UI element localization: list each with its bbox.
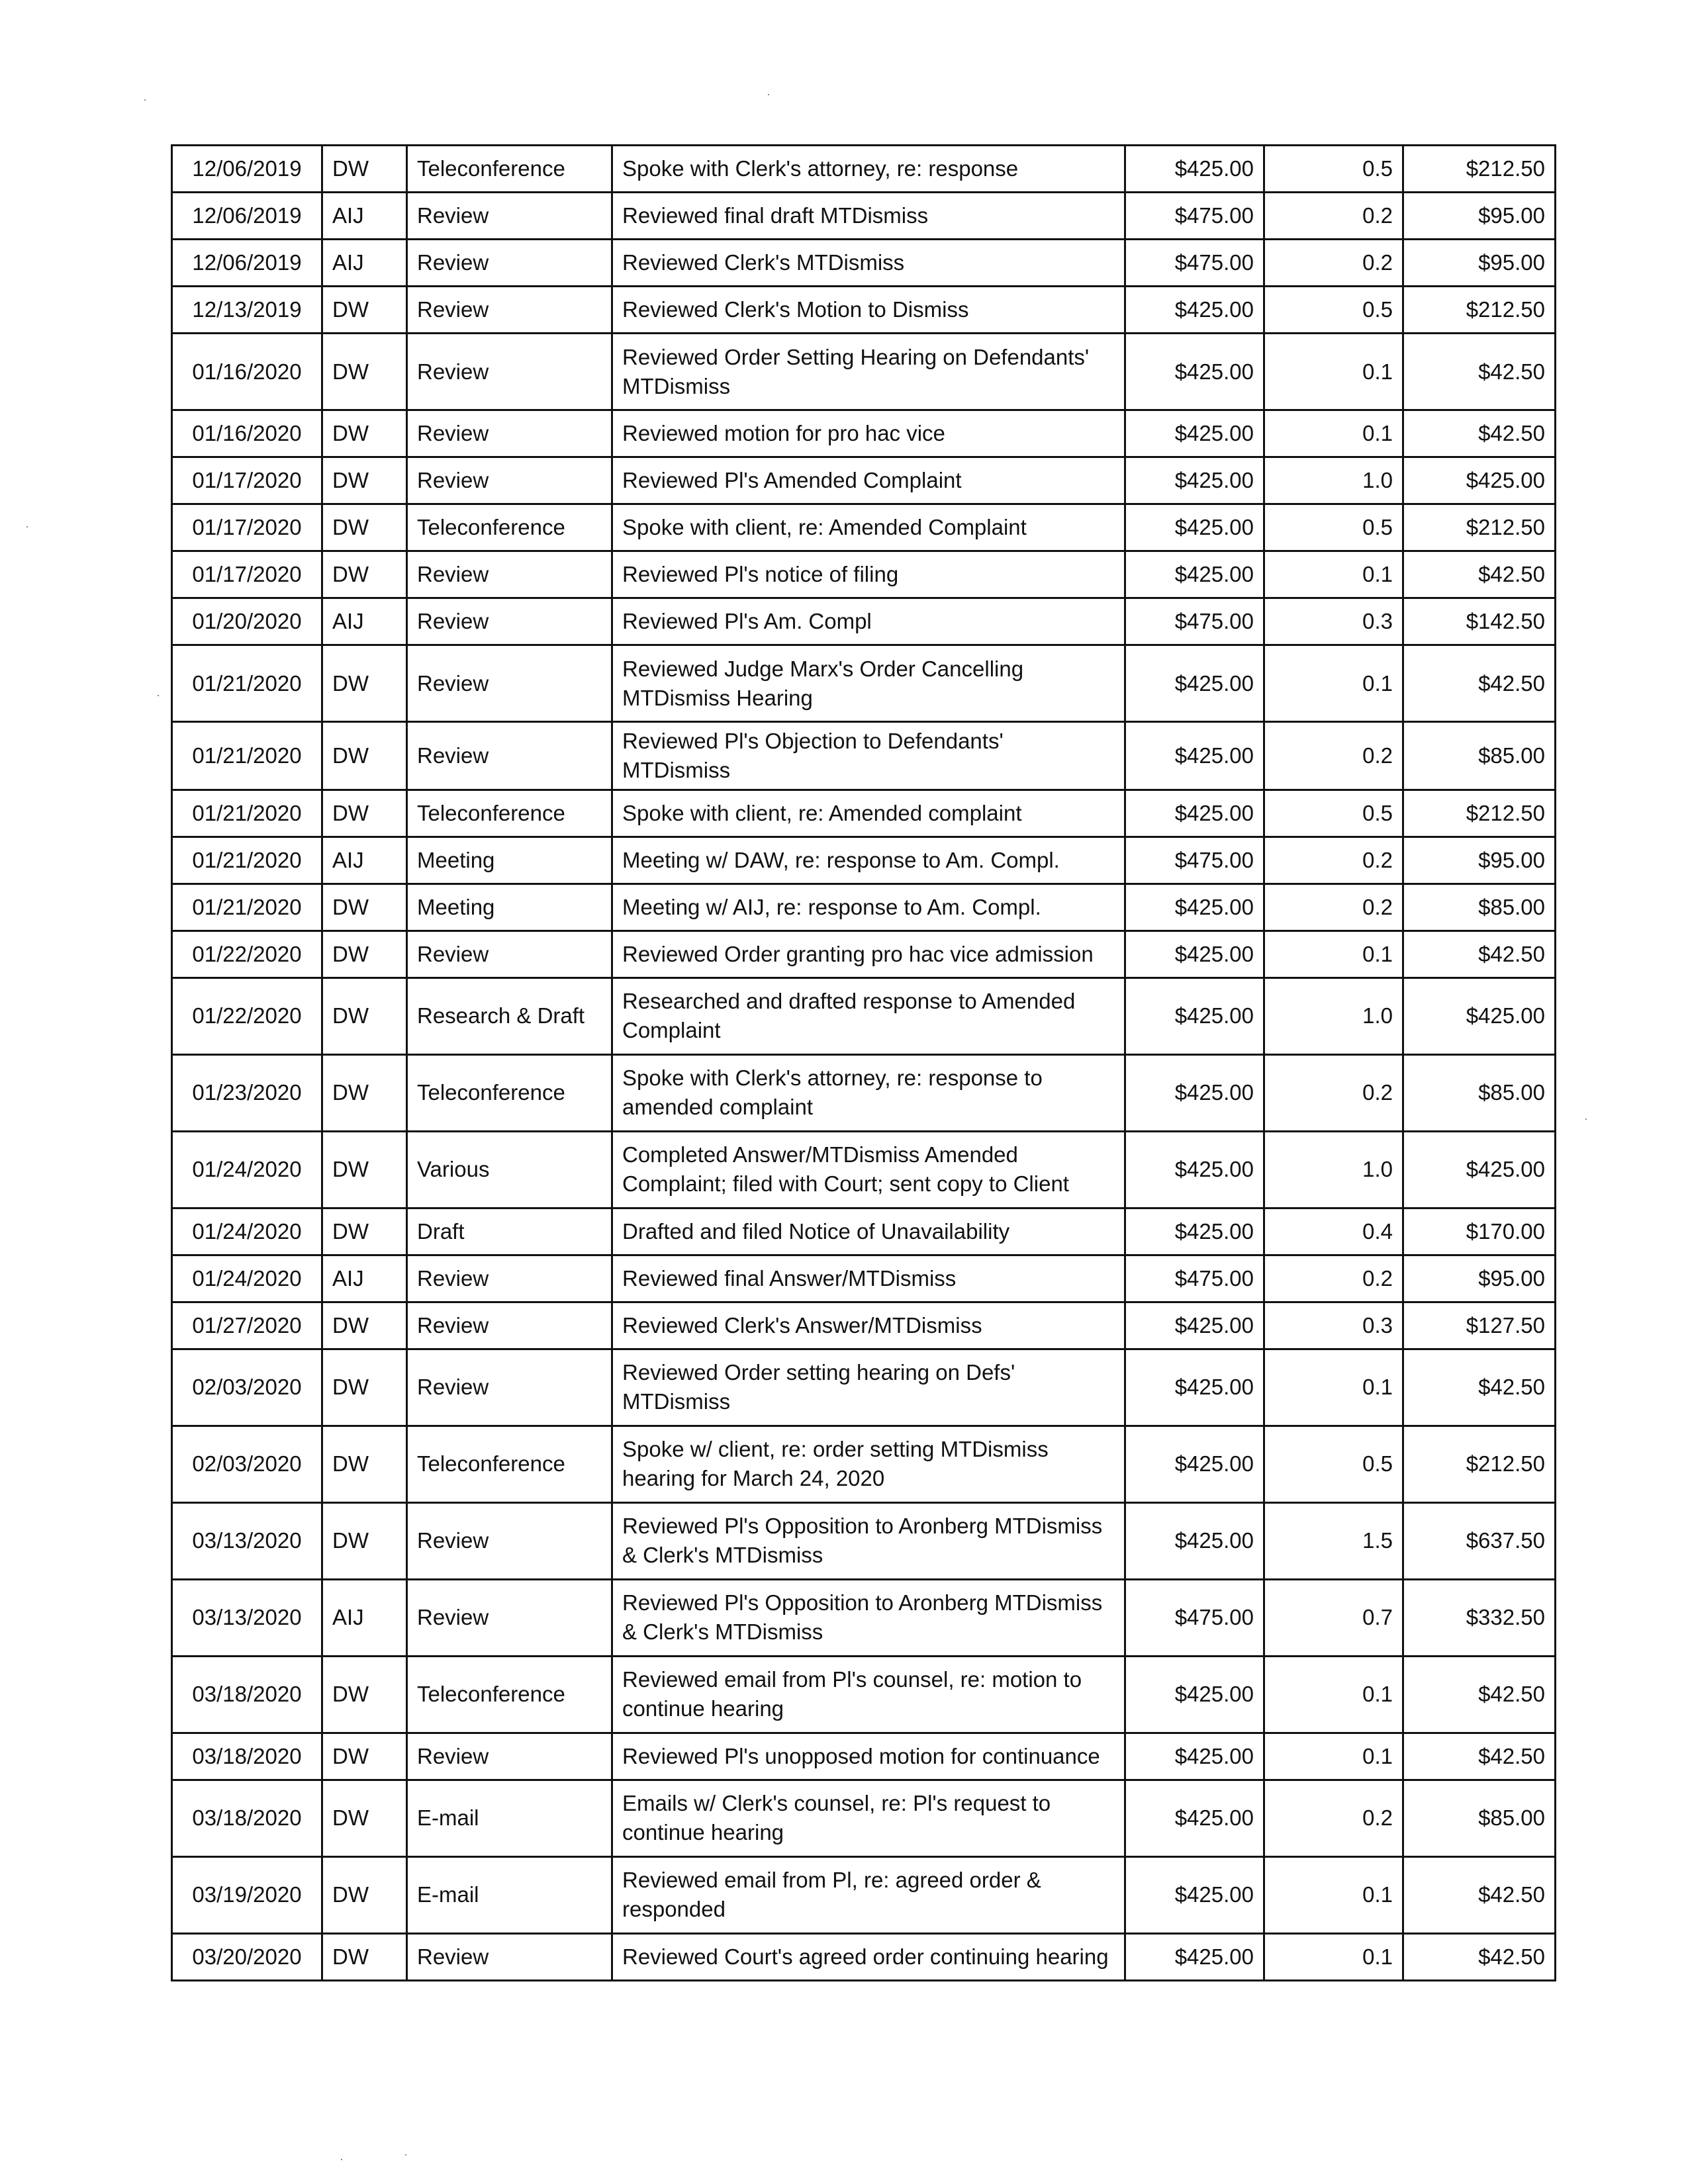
entry-date: 01/17/2020 [172, 504, 322, 551]
timekeeper: DW [322, 790, 407, 837]
hours: 0.1 [1264, 1933, 1403, 1980]
hours: 0.3 [1264, 1302, 1403, 1349]
table-row [172, 1131, 1556, 1208]
timekeeper: DW [322, 1349, 407, 1426]
billing-entries-body [172, 146, 1556, 1981]
timekeeper: DW [322, 334, 407, 410]
hourly-rate: $425.00 [1125, 978, 1264, 1054]
entry-description: Reviewed final draft MTDismiss [612, 193, 1125, 240]
timekeeper: DW [322, 1208, 407, 1255]
scan-speck [158, 695, 159, 696]
activity-type: Review [407, 334, 612, 410]
timekeeper: DW [322, 1733, 407, 1780]
timekeeper: DW [322, 884, 407, 931]
amount: $85.00 [1403, 884, 1556, 931]
hourly-rate: $425.00 [1125, 1426, 1264, 1502]
hours: 0.1 [1264, 931, 1403, 978]
entry-description: Reviewed Pl's notice of filing [612, 551, 1125, 598]
hours: 0.2 [1264, 240, 1403, 287]
entry-date: 01/21/2020 [172, 837, 322, 884]
activity-type: Review [407, 931, 612, 978]
hours: 0.5 [1264, 1426, 1403, 1502]
table-row [172, 1502, 1556, 1579]
hours: 0.1 [1264, 410, 1403, 457]
entry-description: Reviewed Order Setting Hearing on Defendants' MTDismiss [612, 334, 1125, 410]
hours: 0.5 [1264, 504, 1403, 551]
amount: $42.50 [1403, 334, 1556, 410]
entry-date: 12/13/2019 [172, 287, 322, 334]
timekeeper: DW [322, 551, 407, 598]
entry-date: 01/27/2020 [172, 1302, 322, 1349]
hourly-rate: $425.00 [1125, 410, 1264, 457]
entry-date: 03/13/2020 [172, 1502, 322, 1579]
table-row [172, 1579, 1556, 1656]
amount: $42.50 [1403, 1733, 1556, 1780]
table-row [172, 931, 1556, 978]
table-row [172, 1656, 1556, 1733]
amount: $42.50 [1403, 551, 1556, 598]
entry-date: 12/06/2019 [172, 240, 322, 287]
entry-description: Reviewed Order setting hearing on Defs' MTDismiss [612, 1349, 1125, 1426]
hourly-rate: $425.00 [1125, 504, 1264, 551]
entry-description: Spoke w/ client, re: order setting MTDismiss hearing for March 24, 2020 [612, 1426, 1125, 1502]
amount: $212.50 [1403, 146, 1556, 193]
amount: $42.50 [1403, 1349, 1556, 1426]
entry-description: Reviewed Court's agreed order continuing hearing [612, 1933, 1125, 1980]
entry-description: Spoke with Clerk's attorney, re: response [612, 146, 1125, 193]
activity-type: Teleconference [407, 1656, 612, 1733]
table-row [172, 240, 1556, 287]
hourly-rate: $425.00 [1125, 722, 1264, 790]
hourly-rate: $425.00 [1125, 884, 1264, 931]
hours: 0.2 [1264, 1255, 1403, 1302]
table-row [172, 504, 1556, 551]
hourly-rate: $425.00 [1125, 790, 1264, 837]
activity-type: Teleconference [407, 1054, 612, 1131]
timekeeper: DW [322, 645, 407, 722]
scan-speck [341, 2159, 342, 2160]
entry-date: 03/19/2020 [172, 1856, 322, 1933]
entry-description: Reviewed Order granting pro hac vice admission [612, 931, 1125, 978]
hours: 0.5 [1264, 146, 1403, 193]
entry-date: 01/16/2020 [172, 410, 322, 457]
hourly-rate: $425.00 [1125, 1054, 1264, 1131]
amount: $42.50 [1403, 645, 1556, 722]
activity-type: Review [407, 193, 612, 240]
table-row [172, 722, 1556, 790]
entry-date: 02/03/2020 [172, 1426, 322, 1502]
timekeeper: DW [322, 931, 407, 978]
amount: $637.50 [1403, 1502, 1556, 1579]
hourly-rate: $425.00 [1125, 1656, 1264, 1733]
amount: $425.00 [1403, 1131, 1556, 1208]
hours: 0.1 [1264, 1656, 1403, 1733]
amount: $42.50 [1403, 1856, 1556, 1933]
hours: 0.2 [1264, 884, 1403, 931]
entry-description: Reviewed Pl's Opposition to Aronberg MTDismiss & Clerk's MTDismiss [612, 1579, 1125, 1656]
timekeeper: DW [322, 457, 407, 504]
activity-type: Teleconference [407, 790, 612, 837]
hours: 0.1 [1264, 334, 1403, 410]
amount: $425.00 [1403, 978, 1556, 1054]
entry-description: Reviewed Clerk's Answer/MTDismiss [612, 1302, 1125, 1349]
entry-description: Reviewed final Answer/MTDismiss [612, 1255, 1125, 1302]
entry-date: 01/21/2020 [172, 884, 322, 931]
table-row [172, 1426, 1556, 1502]
amount: $42.50 [1403, 931, 1556, 978]
table-row [172, 837, 1556, 884]
hours: 0.3 [1264, 598, 1403, 645]
activity-type: E-mail [407, 1780, 612, 1856]
activity-type: Review [407, 551, 612, 598]
entry-date: 01/21/2020 [172, 645, 322, 722]
hourly-rate: $475.00 [1125, 837, 1264, 884]
entry-date: 01/23/2020 [172, 1054, 322, 1131]
entry-date: 01/20/2020 [172, 598, 322, 645]
timekeeper: AIJ [322, 598, 407, 645]
activity-type: Review [407, 410, 612, 457]
table-row [172, 1933, 1556, 1980]
table-row [172, 598, 1556, 645]
entry-description: Completed Answer/MTDismiss Amended Complaint; filed with Court; sent copy to Client [612, 1131, 1125, 1208]
timekeeper: DW [322, 146, 407, 193]
timekeeper: DW [322, 978, 407, 1054]
hourly-rate: $425.00 [1125, 1733, 1264, 1780]
hours: 1.0 [1264, 1131, 1403, 1208]
hours: 0.2 [1264, 1780, 1403, 1856]
hourly-rate: $425.00 [1125, 551, 1264, 598]
billing-entries-table [171, 144, 1556, 1981]
entry-date: 01/16/2020 [172, 334, 322, 410]
timekeeper: AIJ [322, 1255, 407, 1302]
timekeeper: DW [322, 1856, 407, 1933]
timekeeper: DW [322, 1502, 407, 1579]
hours: 0.2 [1264, 722, 1403, 790]
amount: $42.50 [1403, 1933, 1556, 1980]
table-row [172, 1780, 1556, 1856]
activity-type: Review [407, 1349, 612, 1426]
activity-type: Meeting [407, 884, 612, 931]
entry-date: 02/03/2020 [172, 1349, 322, 1426]
entry-description: Spoke with client, re: Amended Complaint [612, 504, 1125, 551]
hours: 0.1 [1264, 551, 1403, 598]
amount: $212.50 [1403, 790, 1556, 837]
amount: $212.50 [1403, 504, 1556, 551]
hourly-rate: $425.00 [1125, 146, 1264, 193]
entry-description: Reviewed Pl's Opposition to Aronberg MTDismiss & Clerk's MTDismiss [612, 1502, 1125, 1579]
hourly-rate: $425.00 [1125, 1131, 1264, 1208]
table-row [172, 645, 1556, 722]
table-row [172, 1255, 1556, 1302]
table-row [172, 287, 1556, 334]
table-row [172, 790, 1556, 837]
hours: 0.1 [1264, 1349, 1403, 1426]
amount: $95.00 [1403, 1255, 1556, 1302]
hourly-rate: $425.00 [1125, 1208, 1264, 1255]
timekeeper: DW [322, 722, 407, 790]
scan-speck [1585, 1118, 1587, 1120]
table-row [172, 884, 1556, 931]
activity-type: Review [407, 722, 612, 790]
amount: $170.00 [1403, 1208, 1556, 1255]
hours: 1.0 [1264, 457, 1403, 504]
scan-speck [144, 99, 146, 101]
activity-type: Review [407, 1579, 612, 1656]
amount: $95.00 [1403, 837, 1556, 884]
entry-date: 01/22/2020 [172, 978, 322, 1054]
entry-description: Reviewed Pl's unopposed motion for continuance [612, 1733, 1125, 1780]
entry-date: 03/18/2020 [172, 1780, 322, 1856]
scan-speck [768, 94, 769, 95]
hours: 1.5 [1264, 1502, 1403, 1579]
timekeeper: DW [322, 287, 407, 334]
activity-type: Review [407, 1502, 612, 1579]
hourly-rate: $425.00 [1125, 931, 1264, 978]
hourly-rate: $425.00 [1125, 1780, 1264, 1856]
entry-description: Reviewed email from Pl's counsel, re: motion to continue hearing [612, 1656, 1125, 1733]
entry-description: Reviewed Pl's Objection to Defendants' MTDismiss [612, 722, 1125, 790]
entry-date: 03/13/2020 [172, 1579, 322, 1656]
hours: 0.1 [1264, 645, 1403, 722]
table-row [172, 1733, 1556, 1780]
table-row [172, 410, 1556, 457]
hourly-rate: $475.00 [1125, 240, 1264, 287]
hours: 0.1 [1264, 1733, 1403, 1780]
entry-date: 12/06/2019 [172, 146, 322, 193]
table-row [172, 1302, 1556, 1349]
hourly-rate: $425.00 [1125, 1349, 1264, 1426]
entry-description: Reviewed Clerk's MTDismiss [612, 240, 1125, 287]
activity-type: Review [407, 457, 612, 504]
entry-description: Reviewed Pl's Am. Compl [612, 598, 1125, 645]
activity-type: E-mail [407, 1856, 612, 1933]
amount: $95.00 [1403, 193, 1556, 240]
amount: $212.50 [1403, 287, 1556, 334]
timekeeper: DW [322, 1780, 407, 1856]
entry-date: 01/17/2020 [172, 551, 322, 598]
timekeeper: AIJ [322, 240, 407, 287]
activity-type: Review [407, 287, 612, 334]
entry-date: 03/18/2020 [172, 1656, 322, 1733]
hours: 0.5 [1264, 790, 1403, 837]
amount: $85.00 [1403, 1780, 1556, 1856]
table-row [172, 334, 1556, 410]
activity-type: Review [407, 1733, 612, 1780]
activity-type: Teleconference [407, 504, 612, 551]
hourly-rate: $475.00 [1125, 1255, 1264, 1302]
table-row [172, 1208, 1556, 1255]
entry-date: 01/24/2020 [172, 1131, 322, 1208]
activity-type: Review [407, 1933, 612, 1980]
activity-type: Review [407, 1255, 612, 1302]
activity-type: Meeting [407, 837, 612, 884]
activity-type: Teleconference [407, 146, 612, 193]
entry-date: 01/22/2020 [172, 931, 322, 978]
activity-type: Review [407, 240, 612, 287]
timekeeper: AIJ [322, 837, 407, 884]
entry-description: Spoke with client, re: Amended complaint [612, 790, 1125, 837]
amount: $425.00 [1403, 457, 1556, 504]
timekeeper: DW [322, 1656, 407, 1733]
hourly-rate: $425.00 [1125, 1933, 1264, 1980]
hourly-rate: $425.00 [1125, 1302, 1264, 1349]
entry-description: Reviewed Clerk's Motion to Dismiss [612, 287, 1125, 334]
table-row [172, 193, 1556, 240]
hourly-rate: $475.00 [1125, 1579, 1264, 1656]
hourly-rate: $425.00 [1125, 1502, 1264, 1579]
entry-date: 03/18/2020 [172, 1733, 322, 1780]
hourly-rate: $475.00 [1125, 598, 1264, 645]
amount: $332.50 [1403, 1579, 1556, 1656]
table-row [172, 978, 1556, 1054]
entry-date: 01/24/2020 [172, 1208, 322, 1255]
entry-date: 01/24/2020 [172, 1255, 322, 1302]
timekeeper: DW [322, 1302, 407, 1349]
hours: 0.5 [1264, 287, 1403, 334]
hours: 0.7 [1264, 1579, 1403, 1656]
hourly-rate: $425.00 [1125, 645, 1264, 722]
scan-speck [405, 2154, 406, 2156]
timekeeper: DW [322, 1131, 407, 1208]
hours: 0.2 [1264, 193, 1403, 240]
table-row [172, 146, 1556, 193]
hours: 1.0 [1264, 978, 1403, 1054]
entry-description: Reviewed motion for pro hac vice [612, 410, 1125, 457]
entry-description: Spoke with Clerk's attorney, re: response to amended complaint [612, 1054, 1125, 1131]
amount: $127.50 [1403, 1302, 1556, 1349]
timekeeper: AIJ [322, 193, 407, 240]
table-row [172, 1054, 1556, 1131]
activity-type: Draft [407, 1208, 612, 1255]
hourly-rate: $425.00 [1125, 287, 1264, 334]
activity-type: Review [407, 1302, 612, 1349]
entry-date: 01/21/2020 [172, 790, 322, 837]
entry-description: Researched and drafted response to Amended Complaint [612, 978, 1125, 1054]
entry-date: 03/20/2020 [172, 1933, 322, 1980]
hourly-rate: $425.00 [1125, 334, 1264, 410]
hourly-rate: $425.00 [1125, 457, 1264, 504]
amount: $95.00 [1403, 240, 1556, 287]
hours: 0.2 [1264, 1054, 1403, 1131]
hourly-rate: $475.00 [1125, 193, 1264, 240]
amount: $85.00 [1403, 1054, 1556, 1131]
timekeeper: DW [322, 410, 407, 457]
activity-type: Various [407, 1131, 612, 1208]
amount: $212.50 [1403, 1426, 1556, 1502]
table-row [172, 457, 1556, 504]
entry-description: Drafted and filed Notice of Unavailability [612, 1208, 1125, 1255]
entry-description: Meeting w/ AIJ, re: response to Am. Compl. [612, 884, 1125, 931]
hours: 0.2 [1264, 837, 1403, 884]
timekeeper: DW [322, 1054, 407, 1131]
entry-description: Meeting w/ DAW, re: response to Am. Compl. [612, 837, 1125, 884]
scan-speck [26, 526, 28, 527]
timekeeper: DW [322, 504, 407, 551]
activity-type: Review [407, 645, 612, 722]
amount: $142.50 [1403, 598, 1556, 645]
amount: $42.50 [1403, 1656, 1556, 1733]
amount: $85.00 [1403, 722, 1556, 790]
entry-description: Reviewed Pl's Amended Complaint [612, 457, 1125, 504]
entry-date: 01/21/2020 [172, 722, 322, 790]
amount: $42.50 [1403, 410, 1556, 457]
timekeeper: DW [322, 1933, 407, 1980]
timekeeper: AIJ [322, 1579, 407, 1656]
timekeeper: DW [322, 1426, 407, 1502]
entry-description: Emails w/ Clerk's counsel, re: Pl's request to continue hearing [612, 1780, 1125, 1856]
activity-type: Review [407, 598, 612, 645]
hours: 0.4 [1264, 1208, 1403, 1255]
hours: 0.1 [1264, 1856, 1403, 1933]
activity-type: Research & Draft [407, 978, 612, 1054]
entry-description: Reviewed email from Pl, re: agreed order & responded [612, 1856, 1125, 1933]
entry-description: Reviewed Judge Marx's Order Cancelling MTDismiss Hearing [612, 645, 1125, 722]
hourly-rate: $425.00 [1125, 1856, 1264, 1933]
table-row [172, 1856, 1556, 1933]
table-row [172, 551, 1556, 598]
activity-type: Teleconference [407, 1426, 612, 1502]
table-row [172, 1349, 1556, 1426]
entry-date: 01/17/2020 [172, 457, 322, 504]
entry-date: 12/06/2019 [172, 193, 322, 240]
